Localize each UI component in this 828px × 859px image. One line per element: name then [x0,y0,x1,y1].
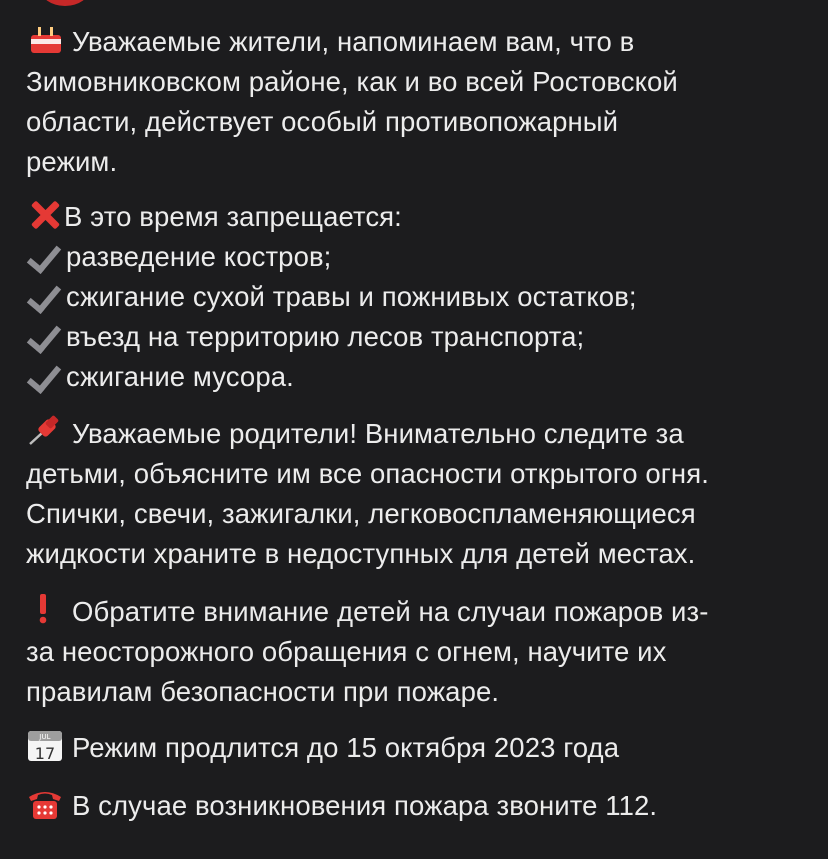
list-item: разведение костров; [26,237,816,277]
text-line: Спички, свечи, зажигалки, легковоспламеняющиеся [26,498,696,529]
calendar-month: JUL [39,733,51,741]
text-line: Уважаемые жители, напоминаем вам, что в [26,22,816,62]
message-text [26,22,816,826]
text-line: JUL 17 Режим продлится до 15 октября 2023 года [26,728,816,768]
check-mark-icon [26,318,66,350]
check-mark-icon [26,238,66,270]
list-header: В это время запрещается: [26,197,816,237]
text-line: за неосторожного обращения с огнем, научите их [26,636,667,667]
telephone-icon [26,787,64,819]
red-cross-icon [26,198,64,230]
safety-paragraph [26,592,816,712]
prohibited-list [26,197,816,397]
avatar[interactable] [40,0,90,6]
pushpin-icon [26,415,64,447]
text-line: Уважаемые родители! Внимательно следите за [26,414,816,454]
calendar-day: 17 [34,744,56,763]
check-mark-icon [26,358,66,390]
text-line: жидкости храните в недоступных для детей местах. [26,538,696,569]
text-line: детьми, объясните им все опасности открытого огня. [26,458,709,489]
text-line: правилам безопасности при пожаре. [26,676,500,707]
text-line: режим. [26,146,118,177]
list-item: въезд на территорию лесов транспорта; [26,317,816,357]
emergency-paragraph [26,786,816,826]
text-line: Обратите внимание детей на случаи пожаров из- [26,592,816,632]
list-item: сжигание мусора. [26,357,816,397]
text-line: Зимовниковском районе, как и во всей Ростовской [26,66,678,97]
exclamation-icon [26,593,64,625]
calendar-icon [26,729,64,761]
list-item: сжигание сухой травы и пожнивых остатков; [26,277,816,317]
fire-station-icon [26,23,64,55]
notice-paragraph [26,22,816,182]
check-mark-icon [26,278,66,310]
text-line: В случае возникновения пожара звоните 112. [26,786,816,826]
parents-paragraph [26,414,816,574]
deadline-paragraph [26,728,816,768]
text-line: области, действует особый противопожарный [26,106,619,137]
